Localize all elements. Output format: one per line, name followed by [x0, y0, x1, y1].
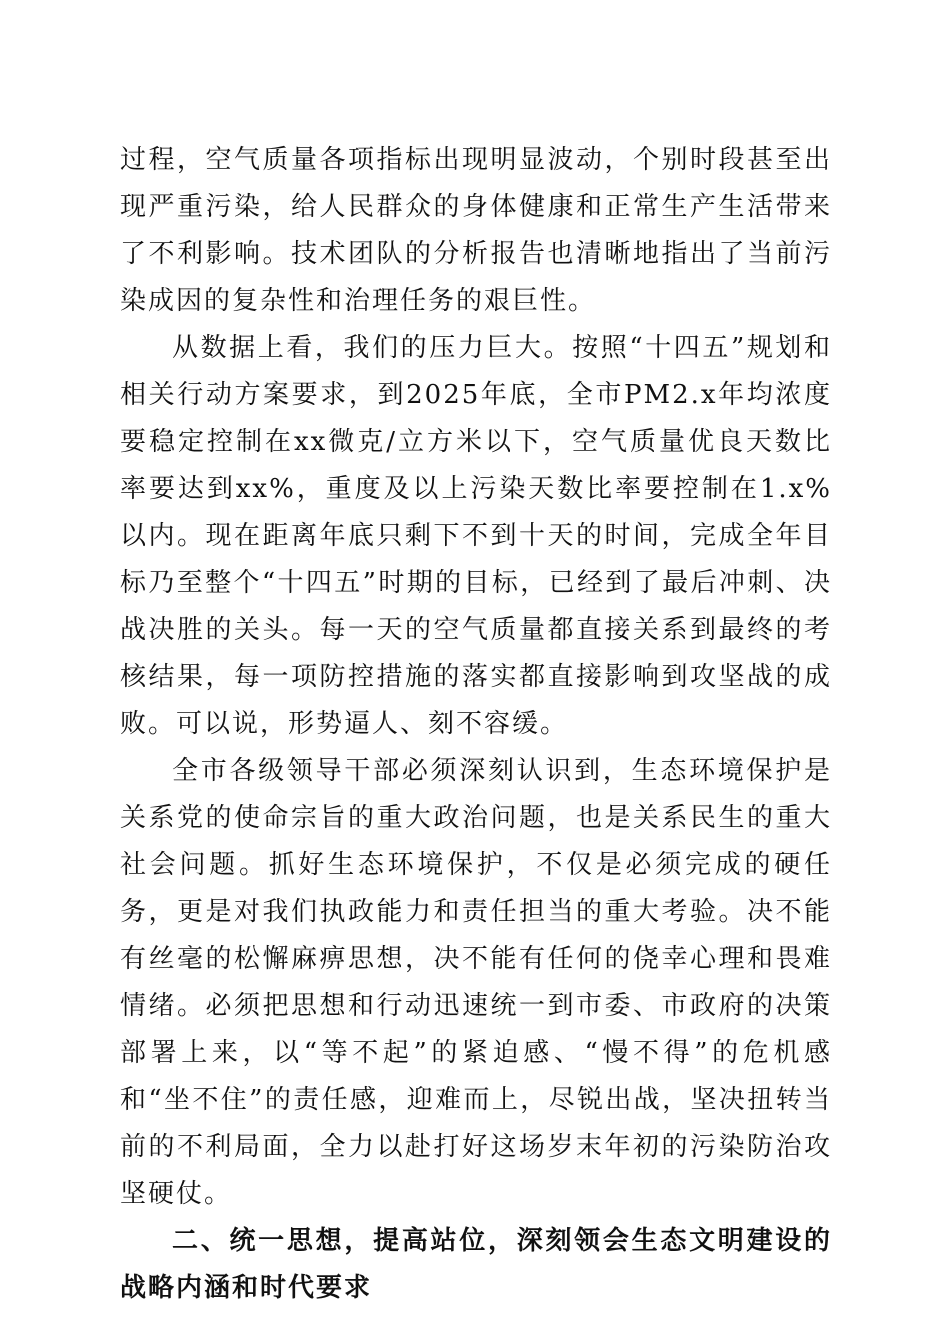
document-body: [120, 137, 832, 1312]
section-heading: 二、统一思想，提高站位，深刻领会生态文明建设的战略内涵和时代要求: [120, 1226, 832, 1303]
paragraph-leadership: 全市各级领导干部必须深刻认识到，生态环境保护是关系党的使命宗旨的重大政治问题，也是关系民生的重大社会问题。抓好生态环境保护，不仅是必须完成的硬任务，更是对我们执政能力和责任担当的重大考验。决不能有丝毫的松懈麻痹思想，决不能有任何的侥幸心理和畏难情绪。必须把思想和行动迅速统一到市委、市政府的决策部署上来，以“等不起”的紧迫感、“慢不得”的危机感和“坐不住”的责任感，迎难而上，尽锐出战，坚决扭转当前的不利局面，全力以赴打好这场岁末年初的污染防治攻坚硬仗。: [120, 756, 832, 1209]
paragraph-data-pressure: 从数据上看，我们的压力巨大。按照“十四五”规划和相关行动方案要求，到2025年底，全市PM2.x年均浓度要稳定控制在xx微克/立方米以下，空气质量优良天数比率要达到xx%，重度及以上污染天数比率要控制在1.x%以内。现在距离年底只剩下不到十天的时间，完成全年目标乃至整个“十四五”时期的目标，已经到了最后冲刺、决战决胜的关头。每一天的空气质量都直接关系到最终的考核结果，每一项防控措施的落实都直接影响到攻坚战的成败。可以说，形势逼人、刻不容缓。: [120, 333, 832, 739]
paragraph-continuation: 过程，空气质量各项指标出现明显波动，个别时段甚至出现严重污染，给人民群众的身体健康和正常生产生活带来了不利影响。技术团队的分析报告也清晰地指出了当前污染成因的复杂性和治理任务的艰巨性。: [120, 145, 832, 316]
